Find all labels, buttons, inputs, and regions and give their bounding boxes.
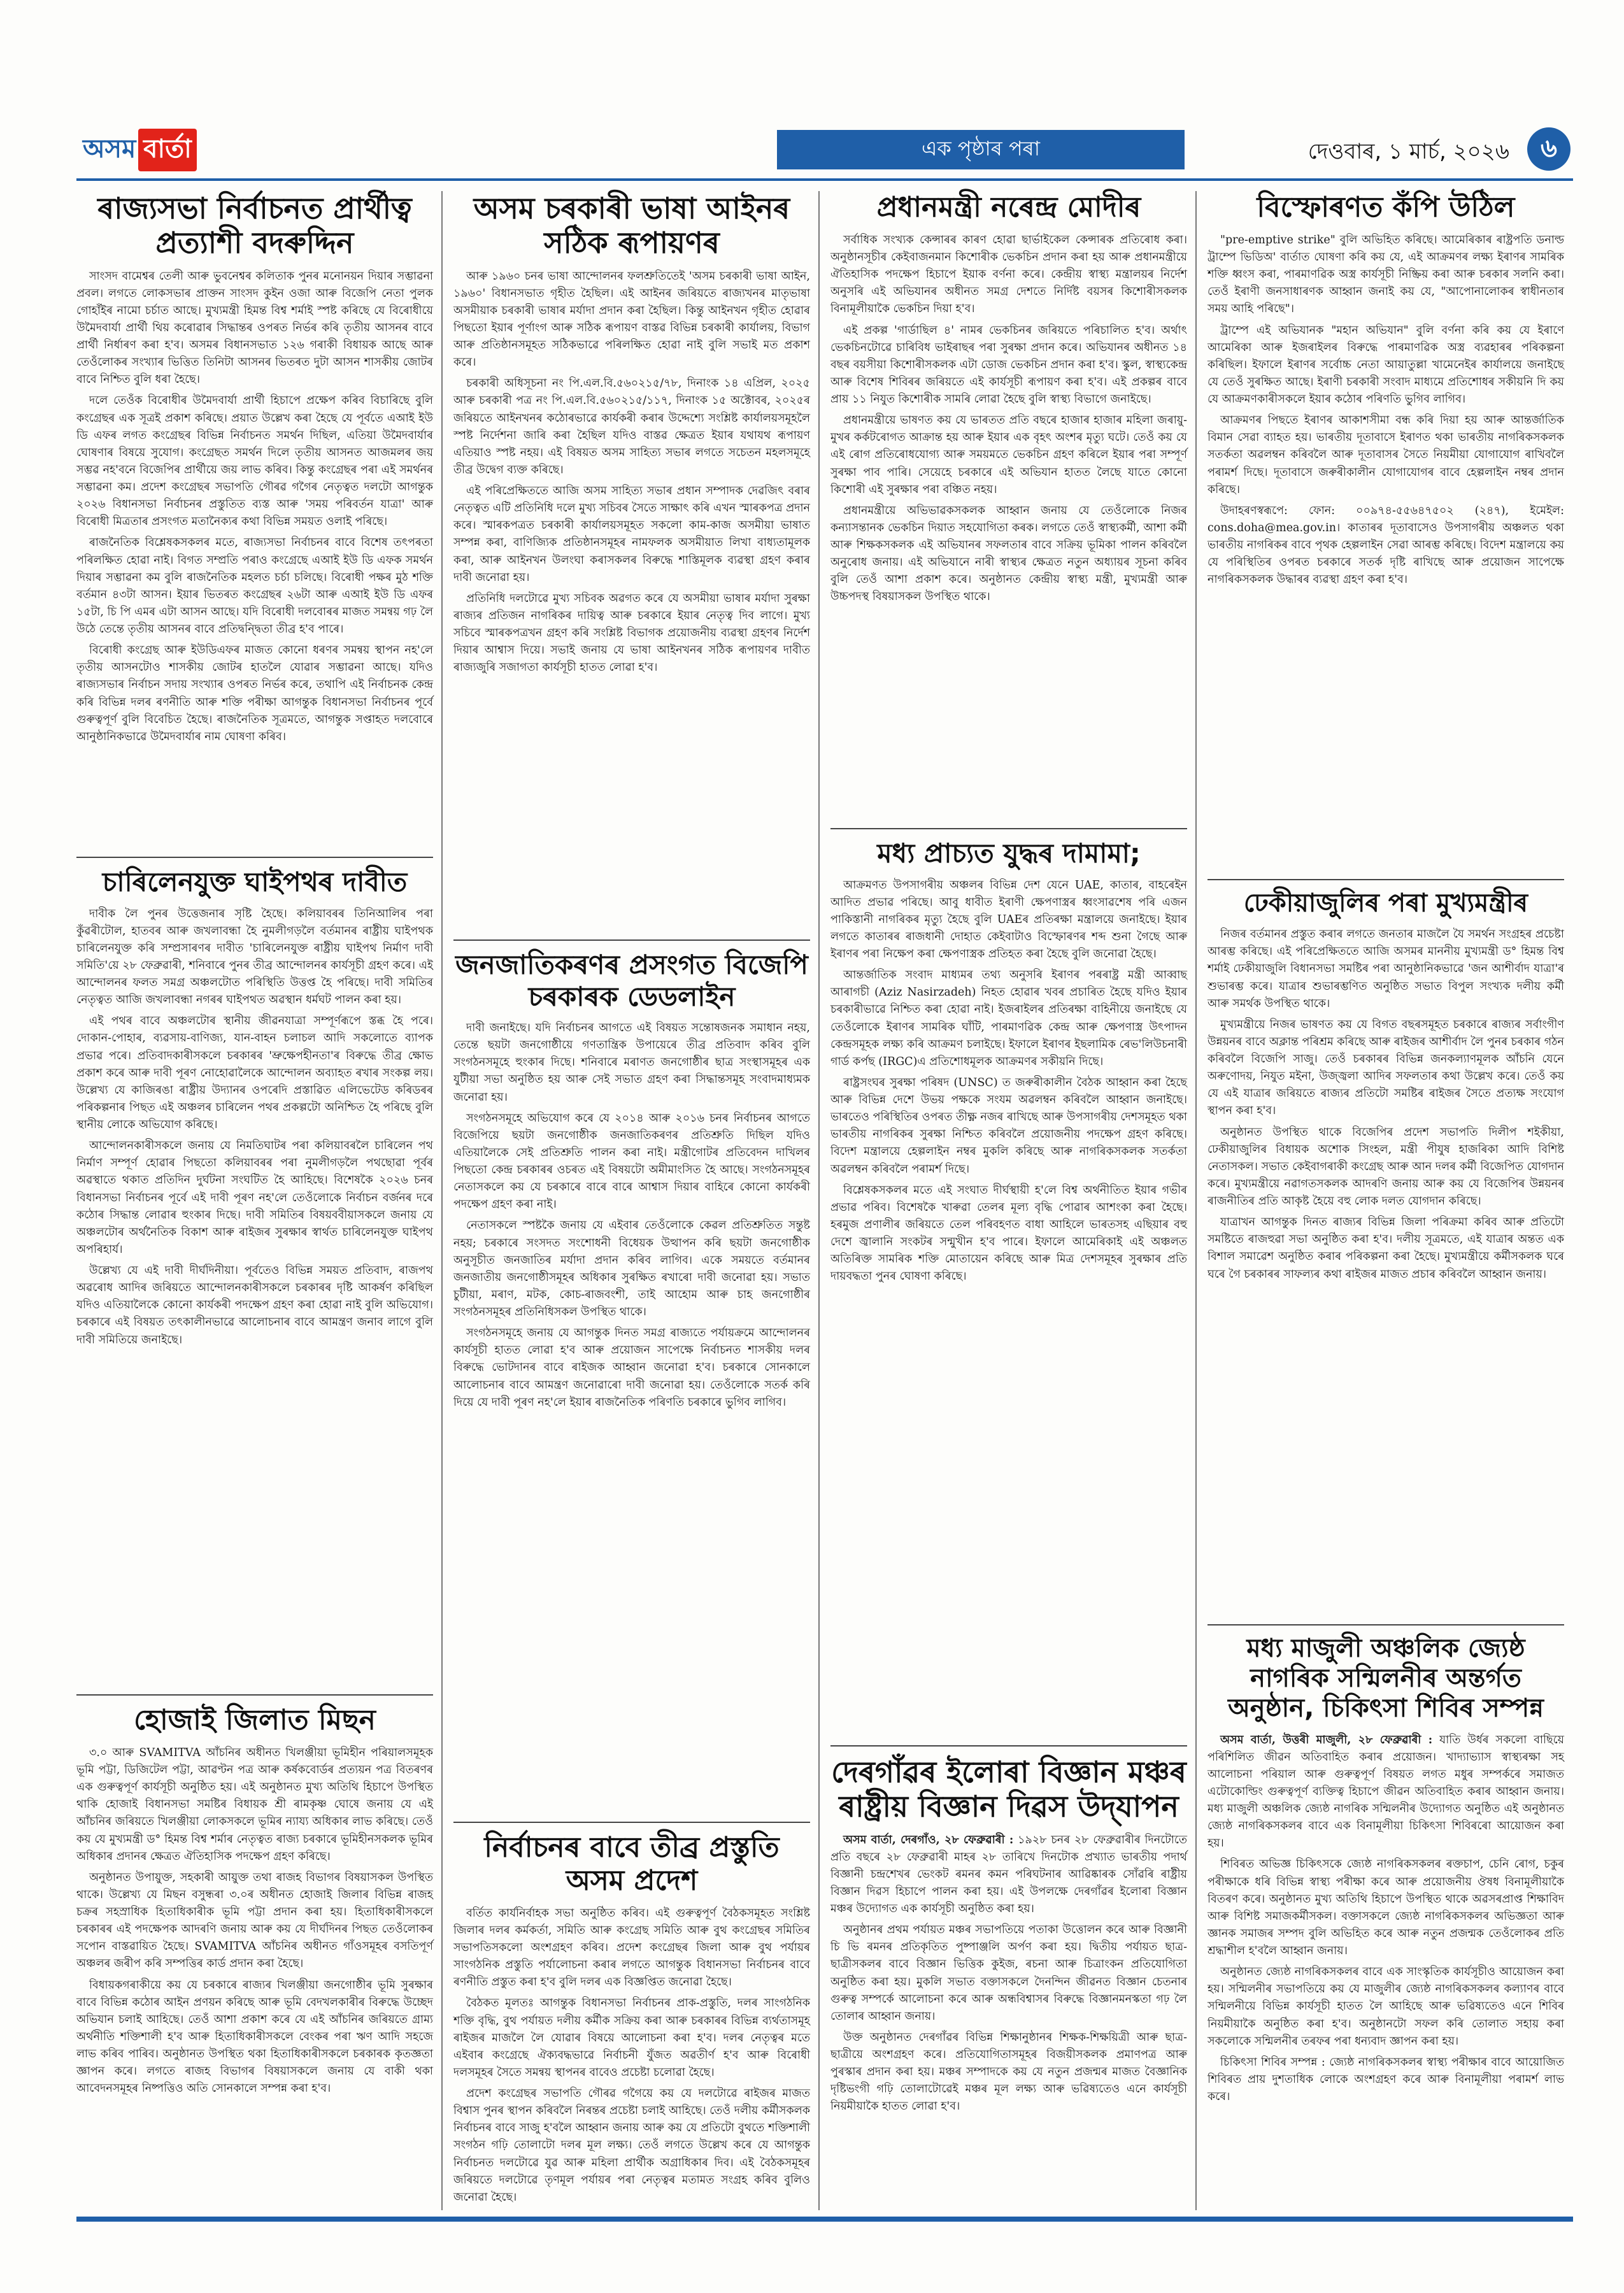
paragraph: বৈঠকত মূলতঃ আগন্তুক বিধানসভা নিৰ্বাচনৰ প্ৰাক-প্ৰস্তুতি, দলৰ সাংগঠনিক শক্তি বৃদ্ধি, বুথ পৰ্যায়ত দলীয় কৰ্মীক সক্ৰিয় কৰা আৰু চৰকাৰৰ বিভিন্ন ব্যৰ্থতাসমূহ ৰাইজৰ মাজলৈ লৈ যোৱাৰ বিষয়ে আলোচনা কৰা হ'ব। দলৰ নেতৃত্বৰ মতে এইবাৰ কংগ্ৰেছে ঐক্যবদ্ধভাৱে নিৰ্বাচনী যুঁজত অৱতীৰ্ণ হ'ব আৰু বিৰোধী দলসমূহৰ সৈতে সমন্বয় স্থাপনৰ বাবেও প্ৰচেষ্টা চলোৱা হৈছে। xyxy=(453,1997,810,2079)
paragraph: বিৰোধী কংগ্ৰেছ আৰু ইউডিএফৰ মাজত কোনো ধৰণৰ সমন্বয় স্থাপন নহ'লে তৃতীয় আসনটোও শাসকীয় জোটৰ হাতলৈ যোৱাৰ সম্ভাৱনা আছে। যদিও ৰাজ্যসভাৰ নিৰ্বাচন সদায় সংখ্যাৰ ওপৰত নিৰ্ভৰ কৰে, তথাপি এই নিৰ্বাচনক কেন্দ্ৰ কৰি বিভিন্ন দলৰ ৰণনীতি আৰু শক্তি পৰীক্ষা আগন্তুক বিধানসভা নিৰ্বাচনৰ পূৰ্বে গুৰুত্বপূৰ্ণ বুলি বিবেচিত হৈছে। ৰাজনৈতিক সূত্ৰমতে, আগন্তুক সপ্তাহত দলবোৰে আনুষ্ঠানিকভাৱে উমৈদবাৰ্যাৰ নাম ঘোষণা কৰিব। xyxy=(76,644,433,743)
paragraph: ট্ৰাম্পে এই অভিযানক "মহান অভিযান" বুলি বৰ্ণনা কৰি কয় যে ইৰাণে আমেৰিকা আৰু ইজৰাইলৰ বিৰুদ্ধে পাৰমাণৱিক অস্ত্ৰ ব্যৱহাৰৰ পৰিকল্পনা কৰিছিল। ইফালে ইৰাণৰ সৰ্বোচ্চ নেতা আয়াতুল্লা খামেনেইৰ কাৰ্যালয়ে জনাইছে যে তেওঁ সুৰক্ষিত আছে। ইৰাণী চৰকাৰী সংবাদ মাধ্যমে প্ৰতিশোধৰ সকীয়নি দি কয় যে আক্ৰমণকাৰীসকলে ইয়াৰ কঠোৰ পৰিণতি ভুগিব লাগিব। xyxy=(1207,324,1564,406)
headline[interactable]: জনজাতিকৰণৰ প্ৰসংগত বিজেপি চৰকাৰক ডেডলাইন xyxy=(455,949,808,1012)
article-middle-east-war xyxy=(830,838,1187,1289)
paragraph: আন্তৰ্জাতিক সংবাদ মাধ্যমৰ তথ্য অনুসৰি ইৰাণৰ পৰৰাষ্ট্ৰ মন্ত্ৰী আব্বাছ আৰাগচী (Aziz Nasirzadeh) নিহত হোৱাৰ খবৰ প্ৰচাৰিত হৈছে যদিও ইয়াৰ চৰকাৰীভাৱে নিশ্চিত কৰা হোৱা নাই। ইজৰাইলৰ প্ৰতিৰক্ষা বাহিনীয়ে জনাইছে যে তেওঁলোকে ইৰাণৰ সামৰিক ঘাঁটি, পাৰমাণৱিক কেন্দ্ৰ আৰু ক্ষেপণাস্ত্ৰ উৎপাদন কেন্দ্ৰসমূহক লক্ষ্য কৰি আক্ৰমণ চলাইছে। ইফালে ইৰাণৰ ইছলামিক ৰেভ'লিউচনাৰী গাৰ্ড কৰ্পছ (IRGC)এ প্ৰতিশোধমূলক আক্ৰমণৰ সকীয়নি দিছে। xyxy=(830,969,1187,1068)
headline[interactable]: বিস্ফোৰণত কঁপি উঠিল xyxy=(1257,191,1515,224)
article-body xyxy=(1207,232,1564,589)
paragraph: আক্ৰমণত উপসাগৰীয় অঞ্চলৰ বিভিন্ন দেশ যেনে UAE, কাতাৰ, বাহৰেইন আদিত প্ৰভাৱ পৰিছে। আবু ধাবীত ইৰাণী ক্ষেপণাস্ত্ৰৰ ধ্বংসাৱশেষ পৰি এজন পাকিস্তানী নাগৰিকৰ মৃত্যু হৈছে বুলি UAEৰ প্ৰতিৰক্ষা মন্ত্ৰালয়ে জনাইছে। ইয়াৰ লগতে কাতাৰৰ ৰাজধানী দোহাত কেইবাটাও বিস্ফোৰণৰ শব্দ শুনা গৈছে আৰু ইৰাণৰ পৰা নিক্ষেপ কৰা ক্ষেপণাস্ত্ৰক প্ৰতিহত কৰা হৈছে বুলি জনোৱা হৈছে। xyxy=(830,878,1187,961)
headline[interactable]: মধ্য মাজুলী অঞ্চলিক জ্যেষ্ঠ নাগৰিক সন্মিলনীৰ অন্তৰ্গত অনুষ্ঠান, চিকিৎসা শিবিৰ সম্পন্ন xyxy=(1228,1634,1544,1724)
paragraph: অনুষ্ঠানত উপায়ুক্ত, সহকাৰী আয়ুক্ত তথা ৰাজহ বিভাগৰ বিষয়াসকল উপস্থিত থাকে। উল্লেখ্য যে মিছন বসুন্ধৰা ৩.০ৰ অধীনত হোজাই জিলাৰ বিভিন্ন ৰাজহ চক্ৰৰ সহস্ৰাধিক হিতাধিকাৰীক ভূমি পট্টা প্ৰদান কৰা হয়। হিতাধিকাৰীসকলে চৰকাৰৰ এই পদক্ষেপক আদৰণি জনায় আৰু কয় যে দীৰ্ঘদিনৰ পিছত তেওঁলোকৰ সপোন বাস্তৱায়িত হৈছে। SVAMITVA আঁচনিৰ অধীনত গাঁওসমূহৰ বসতিপূৰ্ণ অঞ্চলৰ জৰীপ কৰি সম্পত্তিৰ কাৰ্ড প্ৰদান কৰা হৈছে। xyxy=(76,1871,433,1971)
article-body xyxy=(453,1905,810,2206)
article-divider xyxy=(1207,879,1564,880)
paragraph: বিশ্লেষকসকলৰ মতে এই সংঘাত দীৰ্ঘস্থায়ী হ'লে বিশ্ব অৰ্থনীতিত ইয়াৰ গভীৰ প্ৰভাৱ পৰিব। বিশেষকৈ খাৰুৱা তেলৰ মূল্য বৃদ্ধি পোৱাৰ আশংকা কৰা হৈছে। হৰমুজ প্ৰণালীৰ জৰিয়তে তেল পৰিবহণত বাধা আহিলে ভাৰতসহ এছিয়াৰ বহু দেশে জ্বালানি সংকটৰ সন্মুখীন হ'ব পাৰে। ইফালে আমেৰিকাই এই অঞ্চলত অতিৰিক্ত সামৰিক শক্তি মোতায়েন কৰিছে আৰু মিত্ৰ দেশসমূহৰ সুৰক্ষাৰ প্ৰতি দায়বদ্ধতা পুনৰ ঘোষণা কৰিছে। xyxy=(830,1183,1187,1283)
article-body xyxy=(76,906,433,1349)
article-body xyxy=(76,1745,433,2098)
page-number: ৬ xyxy=(1527,127,1571,171)
article-divider xyxy=(76,1694,433,1696)
paragraph: দলে তেওঁক বিৰোধীৰ উমৈদবাৰ্যা প্ৰাৰ্থী হিচাপে প্ৰক্ষেপ কৰিব বিচাৰিছে বুলি কংগ্ৰেছৰ এক সূত্ৰই প্ৰকাশ কৰিছে। প্ৰয়াত উল্লেখ কৰা হৈছে যে পূৰ্বতে এআই ইউ ডি এফৰ লগত কংগ্ৰেছৰ বিভিন্ন নিৰ্বাচনত সমৰ্থন দিছিল, এতিয়া উমৈদবাৰ্যাৰ ঘোষণাৰ বিষয়ে সুযোগ। কংগ্ৰেছত সমৰ্থন দিলে তৃতীয় আসনত আজমলৰ জয় সম্ভৱ নহ'বনে বিজেপিৰ প্ৰাৰ্থীয়ে জয় লাভ কৰিব। কিন্তু কংগ্ৰেছৰ পৰা এই সমৰ্থনৰ সম্ভাৱনা কম। প্ৰদেশ কংগ্ৰেছৰ সভাপতি গৌৰৱ গগৈৰ নেতৃত্বত দলটো আগন্তুক ২০২৬ বিধানসভা নিৰ্বাচনৰ প্ৰস্তুতিত ব্যস্ত আৰু 'সময় পৰিবৰ্তন যাত্ৰা' আৰু বিৰোধী মিত্ৰতাৰ প্ৰসংগত মতানৈক্যৰ কথা বিভিন্ন সময়ত ওলাই পৰিছে। xyxy=(76,394,433,529)
column-rule xyxy=(441,191,443,2210)
paragraph: প্ৰধানমন্ত্ৰীয়ে অভিভাৱকসকলক আহ্বান জনায় যে তেওঁলোকে নিজৰ কন্যাসন্তানক ভেকচিন দিয়াত সহযোগিতা কৰক। লগতে তেওঁ স্বাস্থ্যকৰ্মী, আশা কৰ্মী আৰু শিক্ষকসকলক এই অভিযানৰ সফলতাৰ বাবে সক্ৰিয় ভূমিকা পালন কৰিবলৈ অনুৰোধ জনায়। এই অভিযানে নাৰী স্বাস্থ্যৰ ক্ষেত্ৰত নতুন অধ্যায়ৰ সূচনা কৰিব বুলি তেওঁ আশা প্ৰকাশ কৰে। অনুষ্ঠানত কেন্দ্ৰীয় স্বাস্থ্য মন্ত্ৰী, মুখ্যমন্ত্ৰী আৰু উচ্চপদস্থ বিষয়াসকল উপস্থিত থাকে। xyxy=(830,504,1187,604)
paragraph: চিকিৎসা শিবিৰ সম্পন্ন : জ্যেষ্ঠ নাগৰিকসকলৰ স্বাস্থ্য পৰীক্ষাৰ বাবে আয়োজিত শিবিৰত প্ৰায় দুশতাধিক লোকে অংশগ্ৰহণ কৰে আৰু বিনামূলীয়া পৰামৰ্শ লাভ কৰে। xyxy=(1207,2055,1564,2104)
article-divider xyxy=(830,828,1187,829)
article-divider xyxy=(1207,1624,1564,1625)
paragraph: শিবিৰত অভিজ্ঞ চিকিৎসকে জ্যেষ্ঠ নাগৰিকসকলৰ ৰক্তচাপ, চেনি ৰোগ, চকুৰ পৰীক্ষাকে ধৰি বিভিন্ন স্বাস্থ্য পৰীক্ষা কৰে আৰু প্ৰয়োজনীয় ঔষধ বিনামূলীয়াকৈ বিতৰণ কৰে। অনুষ্ঠানত মুখ্য অতিথি হিচাপে উপস্থিত থাকে অৱসৰপ্ৰাপ্ত শিক্ষাবিদ আৰু বিশিষ্ট সমাজকৰ্মীসকল। বক্তাসকলে জ্যেষ্ঠ নাগৰিকসকলৰ অভিজ্ঞতা আৰু জ্ঞানক সমাজৰ সম্পদ বুলি অভিহিত কৰে আৰু নতুন প্ৰজন্মক তেওঁলোকৰ প্ৰতি শ্ৰদ্ধাশীল হ'বলৈ আহ্বান জনায়। xyxy=(1207,1858,1564,1958)
article-st-status-deadline xyxy=(453,949,810,1415)
paragraph: ৩.০ আৰু SVAMITVA আঁচনিৰ অধীনত খিলঞ্জীয়া ভূমিহীন পৰিয়ালসমূহক ভূমি পট্টা, ডিজিটেল পট্টা, আৱণ্টন পত্ৰ আৰু কৰ্ষকবোৰ্ডৰ প্ৰত্যয়ন পত্ৰ বিতৰণৰ এক গুৰুত্বপূৰ্ণ কাৰ্যসূচী অনুষ্ঠিত হয়। এই অনুষ্ঠানত মুখ্য অতিথি হিচাপে উপস্থিত থাকি হোজাই বিধানসভা সমষ্টিৰ বিধায়ক শ্ৰী ৰামকৃষ্ণ ঘোষে জনায় যে এই আঁচনিৰ জৰিয়তে খিলঞ্জীয়া লোকসকলে ভূমিৰ ন্যায্য অধিকাৰ লাভ কৰিছে। তেওঁ কয় যে মুখ্যমন্ত্ৰী ড° হিমন্ত বিশ্ব শৰ্মাৰ নেতৃত্বত ৰাজ্য চৰকাৰে ভূমিহীনসকলক ভূমিৰ অধিকাৰ প্ৰদানৰ ক্ষেত্ৰত ঐতিহাসিক পদক্ষেপ গ্ৰহণ কৰিছে। xyxy=(76,1746,433,1863)
logo-part1: অসম xyxy=(83,134,136,164)
article-body xyxy=(830,877,1187,1286)
paragraph: "pre-emptive strike" বুলি অভিহিত কৰিছে। আমেৰিকাৰ ৰাষ্ট্ৰপতি ডনাল্ড ট্ৰাম্পে ভিডিঅ' বাৰ্তাত ঘোষণা কৰি কয় যে, এই আক্ৰমণৰ লক্ষ্য ইৰাণৰ সামৰিক শক্তি ধ্বংস কৰা, পাৰমাণৱিক অস্ত্ৰ কাৰ্যসূচী নিষ্ক্ৰিয় কৰা আৰু চৰকাৰ সলনি কৰা। তেওঁ ইৰাণী জনসাধাৰণক আহ্বান জনাই কয় যে, "আপোনালোকৰ স্বাধীনতাৰ সময় আহি পৰিছে"। xyxy=(1207,233,1564,316)
article-four-lane-highway xyxy=(76,866,433,1353)
paragraph: এই পথৰ বাবে অঞ্চলটোৰ স্থানীয় জীৱনযাত্ৰা সম্পূৰ্ণৰূপে স্তব্ধ হৈ পৰে। দোকান-পোহাৰ, ব্যৱসায়-বাণিজ্য, যান-বাহন চলাচল আদি সকলোতে ব্যাপক প্ৰভাৱ পৰে। প্ৰতিবাদকাৰীসকলে চৰকাৰৰ 'ভ্ৰুক্ষেপহীনতা'ৰ বিৰুদ্ধে তীব্ৰ ক্ষোভ প্ৰকাশ কৰে আৰু দাবী পূৰণ নোহোৱালৈকে আন্দোলন অব্যাহত ৰখাৰ সংকল্প লয়। উল্লেখ্য যে কাজিৰঙা ৰাষ্ট্ৰীয় উদ্যানৰ ওপৰেদি প্ৰস্তাৱিত এলিভেটেড কৰিডৰৰ পৰিকল্পনাৰ পিছত এই অঞ্চলৰ চাৰিলেন পথৰ প্ৰকল্পটো অনিশ্চিত হৈ পৰিছে বুলি স্থানীয় লোকে অভিযোগ কৰিছে। xyxy=(76,1015,433,1132)
column-rule xyxy=(818,191,820,2210)
paragraph: আন্দোলনকাৰীসকলে জনায় যে নিমতিঘাটৰ পৰা কলিয়াবৰলৈ চাৰিলেন পথ নিৰ্মাণ সম্পূৰ্ণ হোৱাৰ পিছতো কলিয়াবৰৰ পৰা নুমলীগড়লৈ পথছোৱা পূৰ্বৰ অৱস্থাতে থকাত প্ৰতিদিন দুৰ্ঘটনা সংঘটিত হৈ আহিছে। বিশেষকৈ ২০২৬ চনৰ বিধানসভা নিৰ্বাচনৰ পূৰ্বে এই দাবী পূৰণ নহ'লে তেওঁলোকে নিৰ্বাচন বৰ্জনৰ দৰে কঠোৰ সিদ্ধান্ত লোৱাৰ হুংকাৰ দিছে। দাবী সমিতিৰ বিষয়ববীয়াসকলে জনায় যে অঞ্চলটোৰ অৰ্থনৈতিক বিকাশ আৰু ৰাইজৰ সুৰক্ষাৰ স্বাৰ্থত চাৰিলেনযুক্ত ঘাইপথ অপৰিহাৰ্য। xyxy=(76,1139,433,1256)
newspaper-logo[interactable] xyxy=(83,131,197,168)
masthead xyxy=(76,127,1573,181)
paragraph: সংগঠনসমূহে অভিযোগ কৰে যে ২০১৪ আৰু ২০১৬ চনৰ নিৰ্বাচনৰ আগতে বিজেপিয়ে ছয়টা জনগোষ্ঠীক জনজাতিকৰণৰ প্ৰতিশ্ৰুতি দিছিল যদিও এতিয়ালৈকে সেই প্ৰতিশ্ৰুতি পালন কৰা নাই। মন্ত্ৰীগোটৰ প্ৰতিবেদন দাখিলৰ পিছতো কেন্দ্ৰ চৰকাৰৰ ওচৰত এই বিষয়টো অমীমাংসিত হৈ আছে। সংগঠনসমূহৰ নেতাসকলে কয় যে চৰকাৰে বাৰে বাৰে আশ্বাস দিয়াৰ বাহিৰে কোনো কাৰ্যকৰী পদক্ষেপ গ্ৰহণ কৰা নাই। xyxy=(453,1111,810,1211)
article-pm-modi xyxy=(830,191,1187,610)
headline[interactable]: চাৰিলেনযুক্ত ঘাইপথৰ দাবীত xyxy=(102,866,408,897)
paragraph: বৰ্তিত কাৰ্যনিৰ্বাহক সভা অনুষ্ঠিত কৰিব। এই গুৰুত্বপূৰ্ণ বৈঠকসমূহত সংশ্লিষ্ট জিলাৰ দলৰ কৰ্মকৰ্তা, সমিতি আৰু কংগ্ৰেছ সমিতি আৰু বুথ কংগ্ৰেছৰ সমিতিৰ সভাপতিসকলো অংশগ্ৰহণ কৰিব। প্ৰদেশ কংগ্ৰেছৰ জিলা আৰু বুথ পৰ্যায়ৰ সাংগঠনিক প্ৰস্তুতি পৰ্যালোচনা কৰাৰ লগতে আগন্তুক বিধানসভা নিৰ্বাচনৰ বাবে ৰণনীতি প্ৰস্তুত কৰা হ'ব বুলি দলৰ এক বিজ্ঞপ্তিত জনোৱা হৈছে। xyxy=(453,1906,810,1989)
article-divider xyxy=(76,857,433,858)
article-divider xyxy=(830,1745,1187,1747)
paragraph: অনুষ্ঠানত জ্যেষ্ঠ নাগৰিকসকলৰ বাবে এক সাংস্কৃতিক কাৰ্যসূচীও আয়োজন কৰা হয়। সন্মিলনীৰ সভাপতিয়ে কয় যে মাজুলীৰ জ্যেষ্ঠ নাগৰিকসকলৰ কল্যাণৰ বাবে সন্মিলনীয়ে বিভিন্ন কাৰ্যসূচী হাতত লৈ আহিছে আৰু ভৱিষ্যতেও এনে শিবিৰ নিয়মীয়াকৈ অনুষ্ঠিত কৰা হ'ব। অনুষ্ঠানটো সফল কৰি তোলাত সহায় কৰা সকলোকে সন্মিলনীৰ তৰফৰ পৰা ধন্যবাদ জ্ঞাপন কৰা হয়। xyxy=(1207,1966,1564,2048)
byline: অসম বাৰ্তা, দেৰগাঁও, ২৮ ফেব্ৰুৱাৰী : xyxy=(843,1833,1014,1847)
article-body xyxy=(1207,1732,1564,2106)
article-body xyxy=(830,232,1187,606)
paragraph: মুখ্যমন্ত্ৰীয়ে নিজৰ ভাষণত কয় যে বিগত বছৰসমূহত চৰকাৰে ৰাজ্যৰ সৰ্বাংগীণ উন্নয়নৰ বাবে অক্লান্ত পৰিশ্ৰম কৰিছে আৰু ৰাইজৰ আশীৰ্বাদ লৈ পুনৰ চৰকাৰ গঠন কৰিবলৈ বিজেপি সাজু। তেওঁ চৰকাৰৰ বিভিন্ন জনকল্যাণমূলক আঁচনি যেনে অৰুণোদয়, নিযুত মইনা, উজ্জ্বলা আদিৰ সফলতাৰ কথা উল্লেখ কৰে। তেওঁ কয় যে এই যাত্ৰাৰ জৰিয়তে ৰাজ্যৰ প্ৰতিটো সমষ্টিৰ ৰাইজৰ সৈতে প্ৰত্যক্ষ সংযোগ স্থাপন কৰা হ'ব। xyxy=(1207,1018,1564,1118)
logo-part2: বাৰ্তা xyxy=(138,129,196,171)
paragraph: উক্ত অনুষ্ঠানত দেৰগাঁৱৰ বিভিন্ন শিক্ষানুষ্ঠানৰ শিক্ষক-শিক্ষয়িত্ৰী আৰু ছাত্ৰ-ছাত্ৰীয়ে অংশগ্ৰহণ কৰে। প্ৰতিযোগিতাসমূহৰ বিজয়ীসকলক প্ৰমাণপত্ৰ আৰু পুৰস্কাৰ প্ৰদান কৰা হয়। মঞ্চৰ সম্পাদকে কয় যে নতুন প্ৰজন্মৰ মাজত বৈজ্ঞানিক দৃষ্টিভংগী গঢ়ি তোলাটোৱেই মঞ্চৰ মূল লক্ষ্য আৰু ভৱিষ্যতেও এনে কাৰ্যসূচী নিয়মীয়াকৈ হাতত লোৱা হ'ব। xyxy=(830,2031,1187,2113)
byline: অসম বাৰ্তা, উত্তৰী মাজুলী, ২৮ ফেব্ৰুৱাৰী : xyxy=(1220,1733,1433,1747)
paragraph xyxy=(830,1832,1187,1918)
paragraph: প্ৰতিনিধি দলটোৱে মুখ্য সচিবক অৱগত কৰে যে অসমীয়া ভাষাৰ মৰ্যাদা সুৰক্ষা ৰাজ্যৰ প্ৰতিজন নাগৰিকৰ দায়িত্ব আৰু চৰকাৰে ইয়াৰ নেতৃত্ব দিব লাগে। মুখ্য সচিবে স্মাৰকপত্ৰখন গ্ৰহণ কৰি সংশ্লিষ্ট বিভাগক প্ৰয়োজনীয় ব্যৱস্থা গ্ৰহণৰ নিৰ্দেশ দিয়াৰ আশ্বাস দিয়ে। সভাই জনায় যে ভাষা আইনখনৰ সঠিক ৰূপায়ণৰ দাবীত ৰাজ্যজুৰি সজাগতা কাৰ্যসূচী হাতত লোৱা হ'ব। xyxy=(453,592,810,675)
article-hojai-mission xyxy=(76,1704,433,2101)
headline[interactable]: মধ্য প্ৰাচ্যত যুদ্ধৰ দামামা; xyxy=(877,838,1141,869)
paragraph: চৰকাৰী অধিসূচনা নং পি.এল.বি.৫৬০২১৫/৭৮, দিনাংক ১৪ এপ্ৰিল, ২০২৫ আৰু চৰকাৰী পত্ৰ নং পি.এল.বি.৫৬০২১৫/১১৭, দিনাংক ১৫ অক্টোবৰ, ২০২৫ৰ জৰিয়তে আইনখনৰ কঠোৰভাৱে কাৰ্যকৰী কৰাৰ উদ্দেশ্যে সংশ্লিষ্ট কাৰ্যালয়সমূহলৈ স্পষ্ট নিৰ্দেশনা জাৰি কৰা হৈছিল যদিও বাস্তৱ ক্ষেত্ৰত ইয়াৰ যথাযথ ৰূপায়ণ এতিয়াও স্পষ্ট নহয়। এই বিষয়ত অসম সাহিত্য সভাৰ লগতে সচেতন মহলসমূহে তীব্ৰ উদ্বেগ ব্যক্ত কৰিছে। xyxy=(453,377,810,476)
paragraph: ৰাষ্ট্ৰসংঘৰ সুৰক্ষা পৰিষদ (UNSC) ত জৰুৰীকালীন বৈঠক আহ্বান কৰা হৈছে আৰু বিভিন্ন দেশে উভয় পক্ষকে সংযম অৱলম্বন কৰিবলৈ আহ্বান জনাইছে। ভাৰতেও পৰিস্থিতিৰ ওপৰত তীক্ষ্ণ নজৰ ৰাখিছে আৰু উপসাগৰীয় দেশসমূহত থকা ভাৰতীয় নাগৰিকৰ সুৰক্ষা নিশ্চিত কৰিবলৈ প্ৰয়োজনীয় পদক্ষেপ গ্ৰহণ কৰিছে। বিদেশ মন্ত্ৰালয়ে হেল্পলাইন নম্বৰ মুকলি কৰিছে আৰু নাগৰিকসকলক সতৰ্কতা অৱলম্বন কৰিবলৈ পৰামৰ্শ দিছে। xyxy=(830,1076,1187,1176)
paragraph-text: যাতি উৰ্ধৰ সকলো বাছিয়ে পৰিশিলিত জীৱন অতিবাহিত কৰাৰ প্ৰয়োজন। খাদ্যাভ্যাস স্বাস্থ্যৰক্ষা সহ আলোচনা পৰিয়াল আৰু গুৰুত্বপূৰ্ণ বিষয়ত লগত মধুৰ সম্পৰ্কৰে সমাজত এটোকোল্ডিং গুৰুত্বপূৰ্ণ ব্যক্তিত্ব হিচাপে জীৱন অতিবাহিত কৰাৰ আহ্বান জনায়। মধ্য মাজুলী অঞ্চলিক জ্যেষ্ঠ নাগৰিক সন্মিলনীৰ উদ্যোগত অনুষ্ঠিত এই অনুষ্ঠানত জ্যেষ্ঠ নাগৰিকসকলৰ বাবে এক বিনামূলীয়া চিকিৎসা শিবিৰৰো আয়োজন কৰা হয়। xyxy=(1207,1733,1564,1850)
paragraph: দাবী জনাইছে। যদি নিৰ্বাচনৰ আগতে এই বিষয়ত সন্তোষজনক সমাধান নহয়, তেন্তে ছয়টা জনগোষ্ঠীয়ে গণতান্ত্ৰিক উপায়েৰে তীব্ৰ প্ৰতিবাদ কৰিব বুলি সংগঠনসমূহে হুংকাৰ দিছে। শনিবাৰে মৰাণত জনগোষ্ঠীৰ ছাত্ৰ সংস্থাসমূহৰ এক যুটীয়া সভা অনুষ্ঠিত হয় আৰু সেই সভাত গ্ৰহণ কৰা সিদ্ধান্তসমূহ সংবাদমাধ্যমক জনোৱা হয়। xyxy=(453,1022,810,1104)
article-body xyxy=(1207,926,1564,1283)
headline[interactable]: ৰাজ্যসভা নিৰ্বাচনত প্ৰাৰ্থীত্ব প্ৰত্যাশী বদৰুদ্দিন xyxy=(97,191,412,261)
paragraph: উদাহৰণস্বৰূপে: ফোন: ০০৯৭৪-৫৫৬৪৭৫০২ (২৪৭), ইমেইল: cons.doha@mea.gov.in। কাতাৰৰ দূতাবাসেও উপসাগৰীয় অঞ্চলত থকা ভাৰতীয় নাগৰিকৰ বাবে পৃথক হেল্পলাইন সেৱা আৰম্ভ কৰিছে। বিদেশ মন্ত্ৰালয়ে কয় যে পৰিস্থিতিৰ ওপৰত চৰকাৰে সতৰ্ক দৃষ্টি ৰাখিছে আৰু প্ৰয়োজন সাপেক্ষে নাগৰিকসকলক উদ্ধাৰৰ ব্যৱস্থা গ্ৰহণ কৰা হ'ব। xyxy=(1207,504,1564,587)
paragraph: সৰ্বাধিক সংখ্যক কেন্সাৰৰ কাৰণ হোৱা ছাৰ্ভাইকেল কেন্সাৰক প্ৰতিৰোধ কৰা। অনুষ্ঠানসূচীৰ কেইবাজনমান কিশোৰীক ভেকচিন প্ৰদান কৰা হয় আৰু প্ৰধানমন্ত্ৰীয়ে ঐতিহাসিক পদক্ষেপ হিচাপে ইয়াক বৰ্ণনা কৰে। কেন্দ্ৰীয় স্বাস্থ্য মন্ত্ৰালয়ৰ নিৰ্দেশ অনুসৰি এই অভিযানৰ অধীনত সমগ্ৰ দেশতে নিৰ্দিষ্ট বয়সৰ কিশোৰীসকলক বিনামূলীয়াকৈ ভেকচিন দিয়া হ'ব। xyxy=(830,233,1187,316)
article-cm-dhekiajuli xyxy=(1207,889,1564,1287)
article-body xyxy=(830,1832,1187,2116)
paragraph xyxy=(1207,1732,1564,1853)
article-majuli-senior-citizens xyxy=(1207,1634,1564,2110)
article-divider xyxy=(453,1822,810,1823)
paragraph: উল্লেখ্য যে এই দাবী দীৰ্ঘদিনীয়া। পূৰ্বতেও বিভিন্ন সময়ত প্ৰতিবাদ, ৰাজপথ অৱৰোধ আদিৰ জৰিয়তে আন্দোলনকাৰীসকলে চৰকাৰৰ দৃষ্টি আকৰ্ষণ কৰিছিল যদিও এতিয়ালৈকে কোনো কাৰ্যকৰী পদক্ষেপ গ্ৰহণ কৰা হোৱা নাই বুলি অভিযোগ। চৰকাৰে এই বিষয়ত তৎকালীনভাৱে আলোচনাৰ বাবে আমন্ত্ৰণ জনাব লাগে বুলি দাবী সমিতিয়ে জনাইছে। xyxy=(76,1264,433,1347)
paragraph: সাংসদ বামেশ্বৰ তেলী আৰু ভুবনেশ্বৰ কলিতাক পুনৰ মনোনয়ন দিয়াৰ সম্ভাৱনা প্ৰবল। লগতে লোকসভাৰ প্ৰাক্তন সাংসদ কুইন ওজা আৰু বিজেপি নেতা পুলক গোহাঁইৰ নামো চৰ্চাত আছে। মুখ্যমন্ত্ৰী হিমন্ত বিশ্ব শৰ্মাই স্পষ্ট কৰিছে যে বিৰোধীয়ে উমৈদবাৰ্যা প্ৰাৰ্থী থিয় কৰোৱাৰ সিদ্ধান্তৰ ওপৰত নিৰ্ভৰ কৰি তৃতীয় আসনৰ বাবে প্ৰাৰ্থী নিৰ্ধাৰণ কৰা হ'ব। অসমৰ বিধানসভাত ১২৬ গৰাকী বিধায়ক আছে আৰু তেওঁলোকৰ সংখ্যাৰ ভিত্তিত তিনিটা আসনৰ ভিতৰত দুটা আসন শাসকীয় জোটৰ বাবে নিশ্চিত বুলি ধৰা হৈছে। xyxy=(76,269,433,387)
headline[interactable]: প্ৰধানমন্ত্ৰী নৰেন্দ্ৰ মোদীৰ xyxy=(876,191,1141,224)
headline[interactable]: হোজাই জিলাত মিছন xyxy=(134,1704,376,1736)
paragraph-text: ১৯২৮ চনৰ ২৮ ফেব্ৰুৱাৰীৰ দিনটোতে প্ৰতি বছৰে ২৮ ফেব্ৰুৱাৰী মাহৰ ২৮ তাৰিখে দিনটোক প্ৰখ্যাত ভাৰতীয় পদাৰ্থ বিজ্ঞানী চন্দ্ৰশেখৰ ভেংকট ৰমনৰ কমন পৰিঘটনাৰ আৱিষ্কাৰক সোঁৱৰি ৰাষ্ট্ৰীয় বিজ্ঞান দিৱস হিচাপে পালন কৰা হয়। এই উপলক্ষে দেৰগাঁৱৰ ইলোৰা বিজ্ঞান মঞ্চৰ উদ্যোগত এক কাৰ্যসূচী অনুষ্ঠিত কৰা হয়। xyxy=(830,1833,1187,1916)
paragraph: এই প্ৰকল্প 'গাৰ্ডাছিল ৪' নামৰ ভেকচিনৰ জৰিয়তে পৰিচালিত হ'ব। অৰ্থাৎ ভেকচিনটোৱে চাৰিবিধ ভাইৰাছৰ পৰা সুৰক্ষা প্ৰদান কৰে। অভিযানৰ অধীনত ১৪ বছৰ বয়সীয়া কিশোৰীসকলক এটা ডোজ ভেকচিন প্ৰদান কৰা হ'ব। স্কুল, স্বাস্থ্যকেন্দ্ৰ আৰু বিশেষ শিবিৰৰ জৰিয়তে এই কাৰ্যসূচী ৰূপায়ণ কৰা হ'ব। এই প্ৰকল্পৰ বাবে প্ৰায় ১১ নিযুত কিশোৰীক সামৰি লোৱা হৈছে বুলি স্বাস্থ্য বিভাগে জনাইছে। xyxy=(830,324,1187,406)
paragraph: আৰু ১৯৬০ চনৰ ভাষা আন্দোলনৰ ফলশ্ৰুতিতেই 'অসম চৰকাৰী ভাষা আইন, ১৯৬০' বিধানসভাত গৃহীত হৈছিল। এই আইনৰ জৰিয়তে ৰাজ্যখনৰ মাতৃভাষা অসমীয়াক চৰকাৰী ভাষাৰ মৰ্যাদা প্ৰদান কৰা হৈছিল। কিন্তু আইনখন গৃহীত হোৱাৰ পিছতো ইয়াৰ পূৰ্ণাংগ আৰু সঠিক ৰূপায়ণ বাস্তৱ বিভিন্ন চৰকাৰী কাৰ্যালয়, বিভাগ আৰু প্ৰতিষ্ঠানসমূহত সঠিকভাৱে পৰিলক্ষিত হোৱা নাই বুলি সভাই মত প্ৰকাশ কৰে। xyxy=(453,269,810,369)
section-label: এক পৃষ্ঠাৰ পৰা xyxy=(777,130,1185,169)
article-body xyxy=(453,1020,810,1411)
headline[interactable]: অসম চৰকাৰী ভাষা আইনৰ সঠিক ৰূপায়ণৰ xyxy=(473,191,790,261)
paragraph: নিজৰ বৰ্তমানৰ প্ৰস্তুত কৰাৰ লগতে জনতাৰ মাজলৈ যৈ সমৰ্থন সংগ্ৰহৰ প্ৰচেষ্টা আৰম্ভ কৰিছে। এই পৰিপ্ৰেক্ষিততে আজি অসমৰ মাননীয় মুখ্যমন্ত্ৰী ড° হিমন্ত বিশ্ব শৰ্মাই ঢেকীয়াজুলি বিধানসভা সমষ্টিৰ পৰা আনুষ্ঠানিকভাৱে 'জন আশীৰ্বাদ যাত্ৰা'ৰ শুভাৰম্ভ কৰে। যাত্ৰাৰ শুভাৰম্ভণিত অনুষ্ঠিত সভাত বিপুল সংখ্যক দলীয় কৰ্মী আৰু সমৰ্থক উপস্থিত থাকে। xyxy=(1207,928,1564,1010)
paragraph: প্ৰধানমন্ত্ৰীয়ে ভাষণত কয় যে ভাৰতত প্ৰতি বছৰে হাজাৰ হাজাৰ মহিলা জৰায়ু-মুখৰ কৰ্কটৰোগত আক্ৰান্ত হয় আৰু ইয়াৰ এক বৃহৎ অংশৰ মৃত্যু ঘটে। তেওঁ কয় যে এই ৰোগ প্ৰতিৰোধযোগ্য আৰু সময়মতে ভেকচিন গ্ৰহণ কৰিলে ইয়াৰ পৰা সম্পূৰ্ণ সুৰক্ষা পাব পাৰি। সেয়েহে চৰকাৰে এই অভিযান হাতত লৈছে যাতে কোনো কিশোৰী এই সুৰক্ষাৰ পৰা বঞ্চিত নহয়। xyxy=(830,414,1187,496)
headline[interactable]: দেৰগাঁৱৰ ইলোৰা বিজ্ঞান মঞ্চৰ ৰাষ্ট্ৰীয় বিজ্ঞান দিৱস উদ্‌যাপন xyxy=(831,1755,1186,1824)
paragraph: প্ৰদেশ কংগ্ৰেছৰ সভাপতি গৌৰৱ গগৈয়ে কয় যে দলটোৱে ৰাইজৰ মাজত বিশ্বাস পুনৰ স্থাপন কৰিবলৈ নিৰন্তৰ প্ৰচেষ্টা চলাই আহিছে। তেওঁ দলীয় কৰ্মীসকলক নিৰ্বাচনৰ বাবে সাজু হ'বলৈ আহ্বান জনায় আৰু কয় যে প্ৰতিটো বুথতে শক্তিশালী সংগঠন গঢ়ি তোলাটো দলৰ মূল লক্ষ্য। তেওঁ লগতে উল্লেখ কৰে যে আগন্তুক নিৰ্বাচনত দলটোৱে যুৱ আৰু মহিলা প্ৰাৰ্থীক অগ্ৰাধিকাৰ দিব। এই বৈঠকসমূহৰ জৰিয়তে দলটোৱে তৃণমূল পৰ্যায়ৰ পৰা নেতৃত্বৰ মতামত সংগ্ৰহ কৰিব বুলিও জনোৱা হৈছে। xyxy=(453,2087,810,2204)
dateline: দেওবাৰ, ১ মাৰ্চ, ২০২৬ xyxy=(1307,139,1509,164)
paragraph: সংগঠনসমূহে জনায় যে আগন্তুক দিনত সমগ্ৰ ৰাজ্যতে পৰ্যায়ক্ৰমে আন্দোলনৰ কাৰ্যসূচী হাতত লোৱা হ'ব আৰু প্ৰয়োজন সাপেক্ষে নিৰ্বাচনত শাসকীয় দলৰ বিৰুদ্ধে ভোটদানৰ বাবে ৰাইজক আহ্বান জনোৱা হ'ব। চৰকাৰে সোনকালে আলোচনাৰ বাবে আমন্ত্ৰণ জনোৱাৰো দাবী জনোৱা হয়। তেওঁলোকে সতৰ্ক কৰি দিয়ে যে দাবী পূৰণ নহ'লে ইয়াৰ ৰাজনৈতিক পৰিণতি চৰকাৰে ভুগিব লাগিব। xyxy=(453,1327,810,1409)
paragraph: যাত্ৰাখন আগন্তুক দিনত ৰাজ্যৰ বিভিন্ন জিলা পৰিক্ৰমা কৰিব আৰু প্ৰতিটো সমষ্টিতে ৰাজহুৱা সভা অনুষ্ঠিত কৰা হ'ব। দলীয় সূত্ৰমতে, এই যাত্ৰাৰ অন্তত এক বিশাল সমাৱেশ অনুষ্ঠিত কৰাৰ পৰিকল্পনা কৰা হৈছে। মুখ্যমন্ত্ৰীয়ে কৰ্মীসকলক ঘৰে ঘৰে গৈ চৰকাৰৰ সাফল্যৰ কথা ৰাইজৰ মাজত প্ৰচাৰ কৰিবলৈ আহ্বান জনায়। xyxy=(1207,1216,1564,1281)
paragraph: ৰাজনৈতিক বিশ্লেষকসকলৰ মতে, ৰাজ্যসভা নিৰ্বাচনৰ বাবে বিশেষ তৎপৰতা পৰিলক্ষিত হোৱা নাই। বিগত সম্প্ৰতি পৰাও কংগ্ৰেছে এআই ইউ ডি এফক সমৰ্থন দিয়াৰ সম্ভাৱনা কম বুলি ৰাজনৈতিক মহলত চৰ্চা চলিছে। বিৰোধী পক্ষৰ মুঠ শক্তি বৰ্তমান ৪৩টা আসন। ইয়াৰ ভিতৰত কংগ্ৰেছৰ ২৬টা আৰু এআই ইউ ডি এফৰ ১৫টা, চি পি এমৰ এটা আসন আছে। যদি বিৰোধী দলবোৰৰ মাজত সমন্বয় গঢ় লৈ উঠে তেন্তে তৃতীয় আসনৰ বাবে প্ৰতিদ্বন্দ্বিতা তীব্ৰ হ'ব পাৰে। xyxy=(76,536,433,636)
paragraph: অনুষ্ঠানত উপস্থিত থাকে বিজেপিৰ প্ৰদেশ সভাপতি দিলীপ শইকীয়া, ঢেকীয়াজুলিৰ বিধায়ক অশোক সিংহল, মন্ত্ৰী পীযুষ হাজৰিকা আদি বিশিষ্ট নেতাসকল। সভাত কেইবাগৰাকী কংগ্ৰেছ আৰু আন দলৰ কৰ্মী বিজেপিত যোগদান কৰে। মুখ্যমন্ত্ৰীয়ে নৱাগতসকলক আদৰণি জনায় আৰু কয় যে বিজেপিৰ উন্নয়নৰ ৰাজনীতিৰ প্ৰতি আকৃষ্ট হৈয়ে বহু লোক দলত যোগদান কৰিছে। xyxy=(1207,1125,1564,1208)
article-language-act xyxy=(453,191,810,680)
headline[interactable]: নিৰ্বাচনৰ বাবে তীব্ৰ প্ৰস্তুতি অসম প্ৰদেশ xyxy=(484,1831,780,1897)
headline[interactable]: ঢেকীয়াজুলিৰ পৰা মুখ্যমন্ত্ৰীৰ xyxy=(1243,889,1528,918)
article-divider xyxy=(453,939,810,941)
paragraph: বিধায়কগৰাকীয়ে কয় যে চৰকাৰে ৰাজ্যৰ খিলঞ্জীয়া জনগোষ্ঠীৰ ভূমি সুৰক্ষাৰ বাবে বিভিন্ন কঠোৰ আইন প্ৰণয়ন কৰিছে আৰু ভূমি বেদখলকাৰীৰ বিৰুদ্ধে উচ্ছেদ অভিযান চলাই আহিছে। তেওঁ আশা প্ৰকাশ কৰে যে এই আঁচনিৰ জৰিয়তে গ্ৰাম্য অৰ্থনীতি শক্তিশালী হ'ব আৰু হিতাধিকাৰীসকলে বেংকৰ পৰা ঋণ আদি সহজে লাভ কৰিব পাৰিব। অনুষ্ঠানত উপস্থিত থকা হিতাধিকাৰীসকলে চৰকাৰক কৃতজ্ঞতা জ্ঞাপন কৰে। লগতে ৰাজহ বিভাগৰ বিষয়াসকলে জনায় যে বাকী থকা আবেদনসমূহৰ নিষ্পত্তিও অতি সোনকালে সম্পন্ন কৰা হ'ব। xyxy=(76,1978,433,2096)
paragraph: আক্ৰমণৰ পিছতে ইৰাণৰ আকাশসীমা বন্ধ কৰি দিয়া হয় আৰু আন্তৰ্জাতিক বিমান সেৱা ব্যাহত হয়। ভাৰতীয় দূতাবাসে ইৰাণত থকা ভাৰতীয় নাগৰিকসকলক সতৰ্কতা অৱলম্বন কৰিবলৈ আৰু দূতাবাসৰ সৈতে নিয়মীয়া যোগাযোগ ৰাখিবলৈ পৰামৰ্শ দিছে। দূতাবাসে জৰুৰীকালীন যোগাযোগৰ বাবে হেল্পলাইন নম্বৰ প্ৰদান কৰিছে। xyxy=(1207,414,1564,496)
article-election-preparation xyxy=(453,1831,810,2210)
article-rajyasabha xyxy=(76,191,433,750)
column-rule xyxy=(1195,191,1197,2210)
article-body xyxy=(76,268,433,746)
article-science-day xyxy=(830,1755,1187,2120)
paragraph: অনুষ্ঠানৰ প্ৰথম পৰ্যায়ত মঞ্চৰ সভাপতিয়ে পতাকা উত্তোলন কৰে আৰু বিজ্ঞানী চি ভি ৰমনৰ প্ৰতিকৃতিত পুষ্পাঞ্জলি অৰ্পণ কৰা হয়। দ্বিতীয় পৰ্যায়ত ছাত্ৰ-ছাত্ৰীসকলৰ বাবে বিজ্ঞান ভিত্তিক কুইজ, ৰচনা আৰু চিত্ৰাংকন প্ৰতিযোগিতা অনুষ্ঠিত কৰা হয়। মুকলি সভাত বক্তাসকলে দৈনন্দিন জীৱনত বিজ্ঞান চেতনাৰ গুৰুত্ব সম্পৰ্কে আলোচনা কৰে আৰু অন্ধবিশ্বাসৰ বিৰুদ্ধে বিজ্ঞানমনস্কতা গঢ় লৈ তোলাৰ আহ্বান জনায়। xyxy=(830,1924,1187,2023)
article-body xyxy=(453,268,810,677)
footer-rule xyxy=(76,2217,1573,2222)
paragraph: দাবীক লৈ পুনৰ উত্তেজনাৰ সৃষ্টি হৈছে। কলিয়াবৰৰ তিনিআলিৰ পৰা কুঁৱৰীটোল, হাতবৰ আৰু জখলাবন্ধা হৈ নুমলীগড়লৈ বৰ্তমানৰ ৰাষ্ট্ৰীয় ঘাইপথক চাৰিলেনযুক্ত কৰি সম্প্ৰসাৰণৰ দাবীত 'চাৰিলেনযুক্ত ৰাষ্ট্ৰীয় ঘাইপথ নিৰ্মাণ দাবী সমিতি'য়ে ২৮ ফেব্ৰুৱাৰী, শনিবাৰে পুনৰ তীব্ৰ আন্দোলনৰ কাৰ্যসূচী গ্ৰহণ কৰে। এই আন্দোলনৰ ফলত সমগ্ৰ অঞ্চলটোত পৰিস্থিতি উত্তপ্ত হৈ পৰিছে। দাবী সমিতিৰ নেতৃত্বত আজি জখলাবন্ধা নগৰৰ ঘাইপথত অৱস্থান ধৰ্মঘট পালন কৰা হয়। xyxy=(76,907,433,1007)
paragraph: এই পৰিপ্ৰেক্ষিততে আজি অসম সাহিত্য সভাৰ প্ৰধান সম্পাদক দেৱজিৎ বৰাৰ নেতৃত্বত এটি প্ৰতিনিধি দলে মুখ্য সচিবৰ সৈতে সাক্ষাৎ কৰি এখন স্মাৰকপত্ৰ প্ৰদান কৰে। স্মাৰকপত্ৰত চৰকাৰী কাৰ্যালয়সমূহত সকলো কাম-কাজ অসমীয়া ভাষাত সম্পন্ন কৰা, বাণিজ্যিক প্ৰতিষ্ঠানসমূহৰ নামফলক অসমীয়াত লিখা বাধ্যতামূলক কৰা, আৰু আইনখন উলংঘা কৰাসকলৰ বিৰুদ্ধে শাস্তিমূলক ব্যৱস্থা গ্ৰহণ কৰাৰ দাবী জনোৱা হয়। xyxy=(453,485,810,584)
article-explosion xyxy=(1207,191,1564,592)
paragraph: নেতাসকলে স্পষ্টকৈ জনায় যে এইবাৰ তেওঁলোকে কেৱল প্ৰতিশ্ৰুতিত সন্তুষ্ট নহয়; চৰকাৰে সংসদত সংশোধনী বিধেয়ক উত্থাপন কৰি ছয়টা জনগোষ্ঠীক অনুসূচীত জনজাতিৰ মৰ্যাদা প্ৰদান কৰিব লাগিব। একে সময়তে বৰ্তমানৰ জনজাতীয় জনগোষ্ঠীসমূহৰ অধিকাৰ সুৰক্ষিত ৰখাৰো দাবী জনোৱা হয়। সভাত চুটীয়া, মৰাণ, মটক, কোচ-ৰাজবংশী, তাই আহোম আৰু চাহ জনগোষ্ঠীৰ সংগঠনসমূহৰ প্ৰতিনিধিসকল উপস্থিত থাকে। xyxy=(453,1219,810,1319)
